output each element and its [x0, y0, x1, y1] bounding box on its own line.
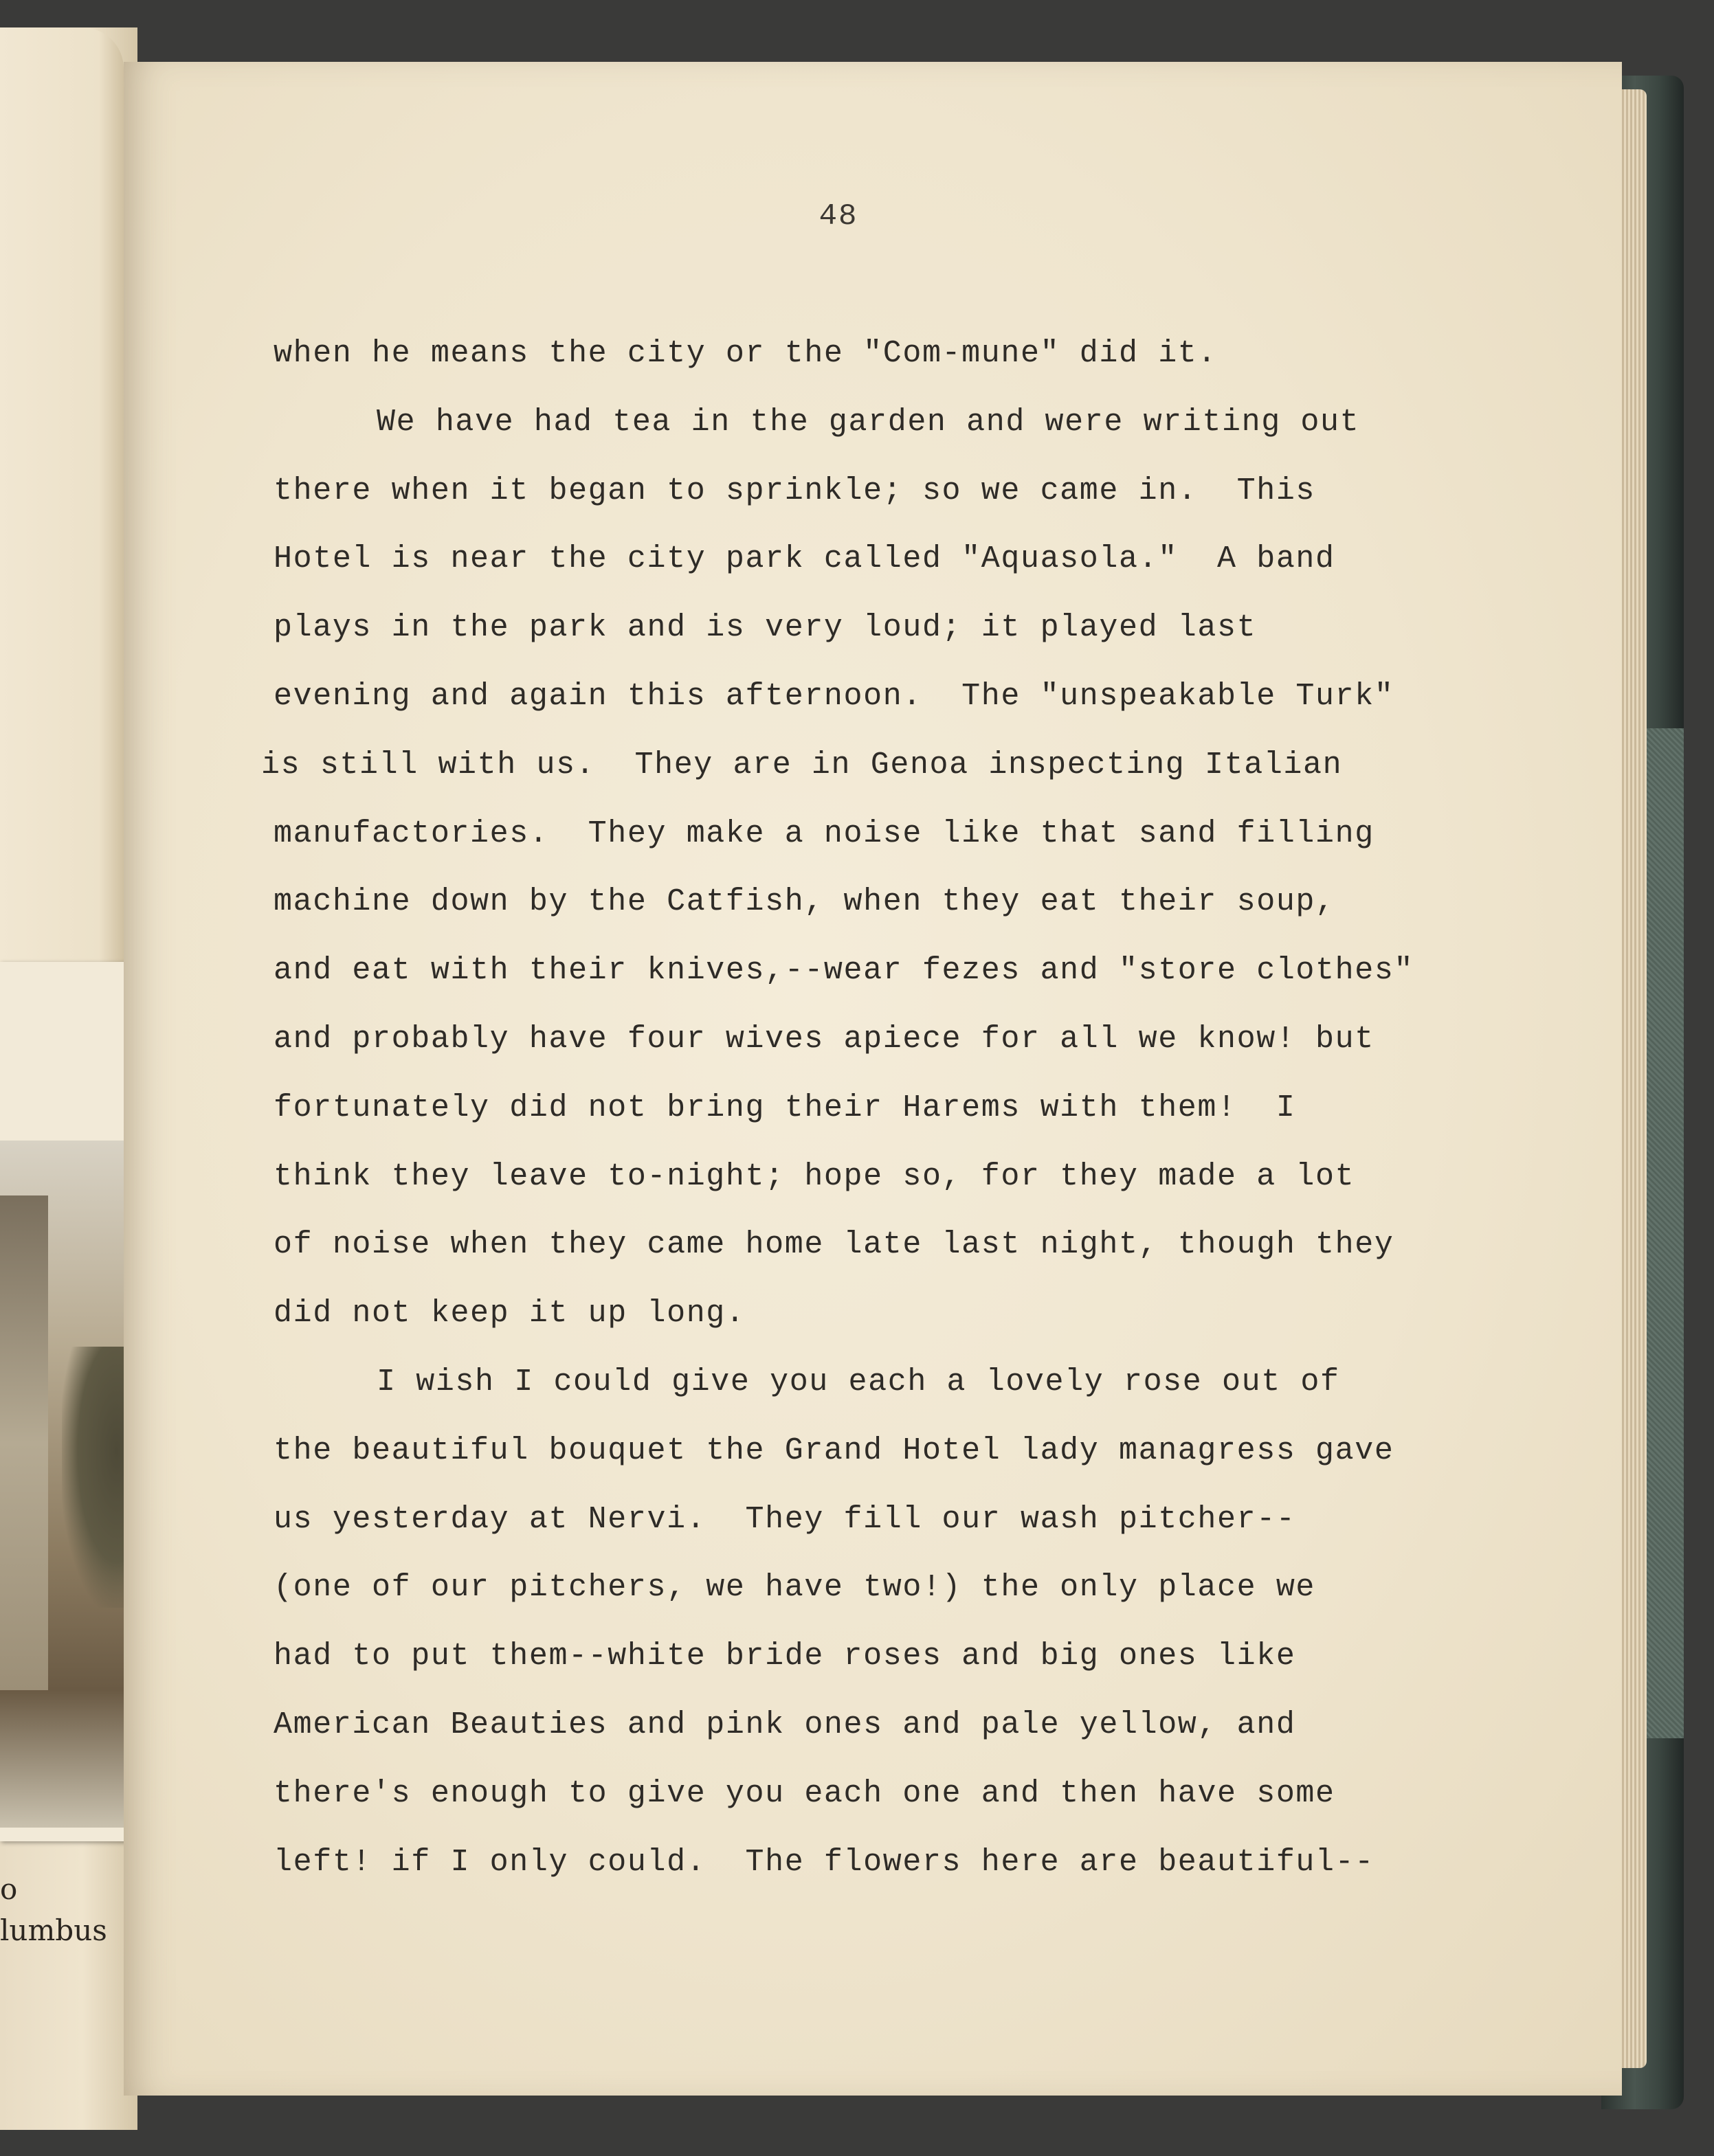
text-line: and eat with their knives,--wear fezes and "store clothes": [274, 953, 1414, 989]
text-line: manufactories. They make a noise like that sand filling: [274, 816, 1374, 851]
text-line: Hotel is near the city park called "Aquasola." A band: [274, 541, 1335, 577]
text-line: had to put them--white bride roses and big ones like: [274, 1639, 1296, 1674]
text-line: the beautiful bouquet the Grand Hotel lady managress gave: [274, 1433, 1394, 1468]
text-line: We have had tea in the garden and were writing out: [377, 404, 1360, 440]
page-flap: [0, 27, 124, 969]
text-line: there's enough to give you each one and then have some: [274, 1775, 1335, 1811]
page-number: 48: [819, 199, 858, 234]
text-line: machine down by the Catfish, when they eat their soup,: [274, 884, 1335, 920]
facing-page-left: [0, 27, 137, 2130]
text-line: think they leave to-night; hope so, for they made a lot: [274, 1158, 1355, 1194]
text-line: is still with us. They are in Genoa inspecting Italian: [261, 747, 1343, 783]
text-line: there when it began to sprinkle; so we came in. This: [274, 473, 1316, 508]
photo-caption: [0, 1869, 107, 1951]
text-line: of noise when they came home late last night, though they: [274, 1227, 1394, 1263]
typed-text-block: [261, 330, 1483, 1907]
text-line: us yesterday at Nervi. They fill our wash pitcher--: [274, 1501, 1296, 1537]
text-line: and probably have four wives apiece for all we know! but: [274, 1021, 1374, 1057]
text-line: (one of our pitchers, we have two!) the only place we: [274, 1570, 1316, 1606]
text-line: fortunately did not bring their Harems with them! I: [274, 1090, 1296, 1125]
text-line: American Beauties and pink ones and pale yellow, and: [274, 1707, 1296, 1742]
text-line: did not keep it up long.: [274, 1296, 746, 1332]
text-line: when he means the city or the "Com-mune" did it.: [274, 336, 1218, 371]
caption-line-2: lumbus: [0, 1913, 107, 1947]
caption-line-1: o: [0, 1872, 18, 1906]
text-line: plays in the park and is very loud; it played last: [274, 610, 1257, 646]
monument-shape: [0, 1195, 48, 1690]
text-line: evening and again this afternoon. The "unspeakable Turk": [274, 678, 1394, 714]
text-line: I wish I could give you each a lovely rose out of: [377, 1364, 1340, 1400]
text-line: left! if I only could. The flowers here are beautiful--: [274, 1844, 1374, 1880]
